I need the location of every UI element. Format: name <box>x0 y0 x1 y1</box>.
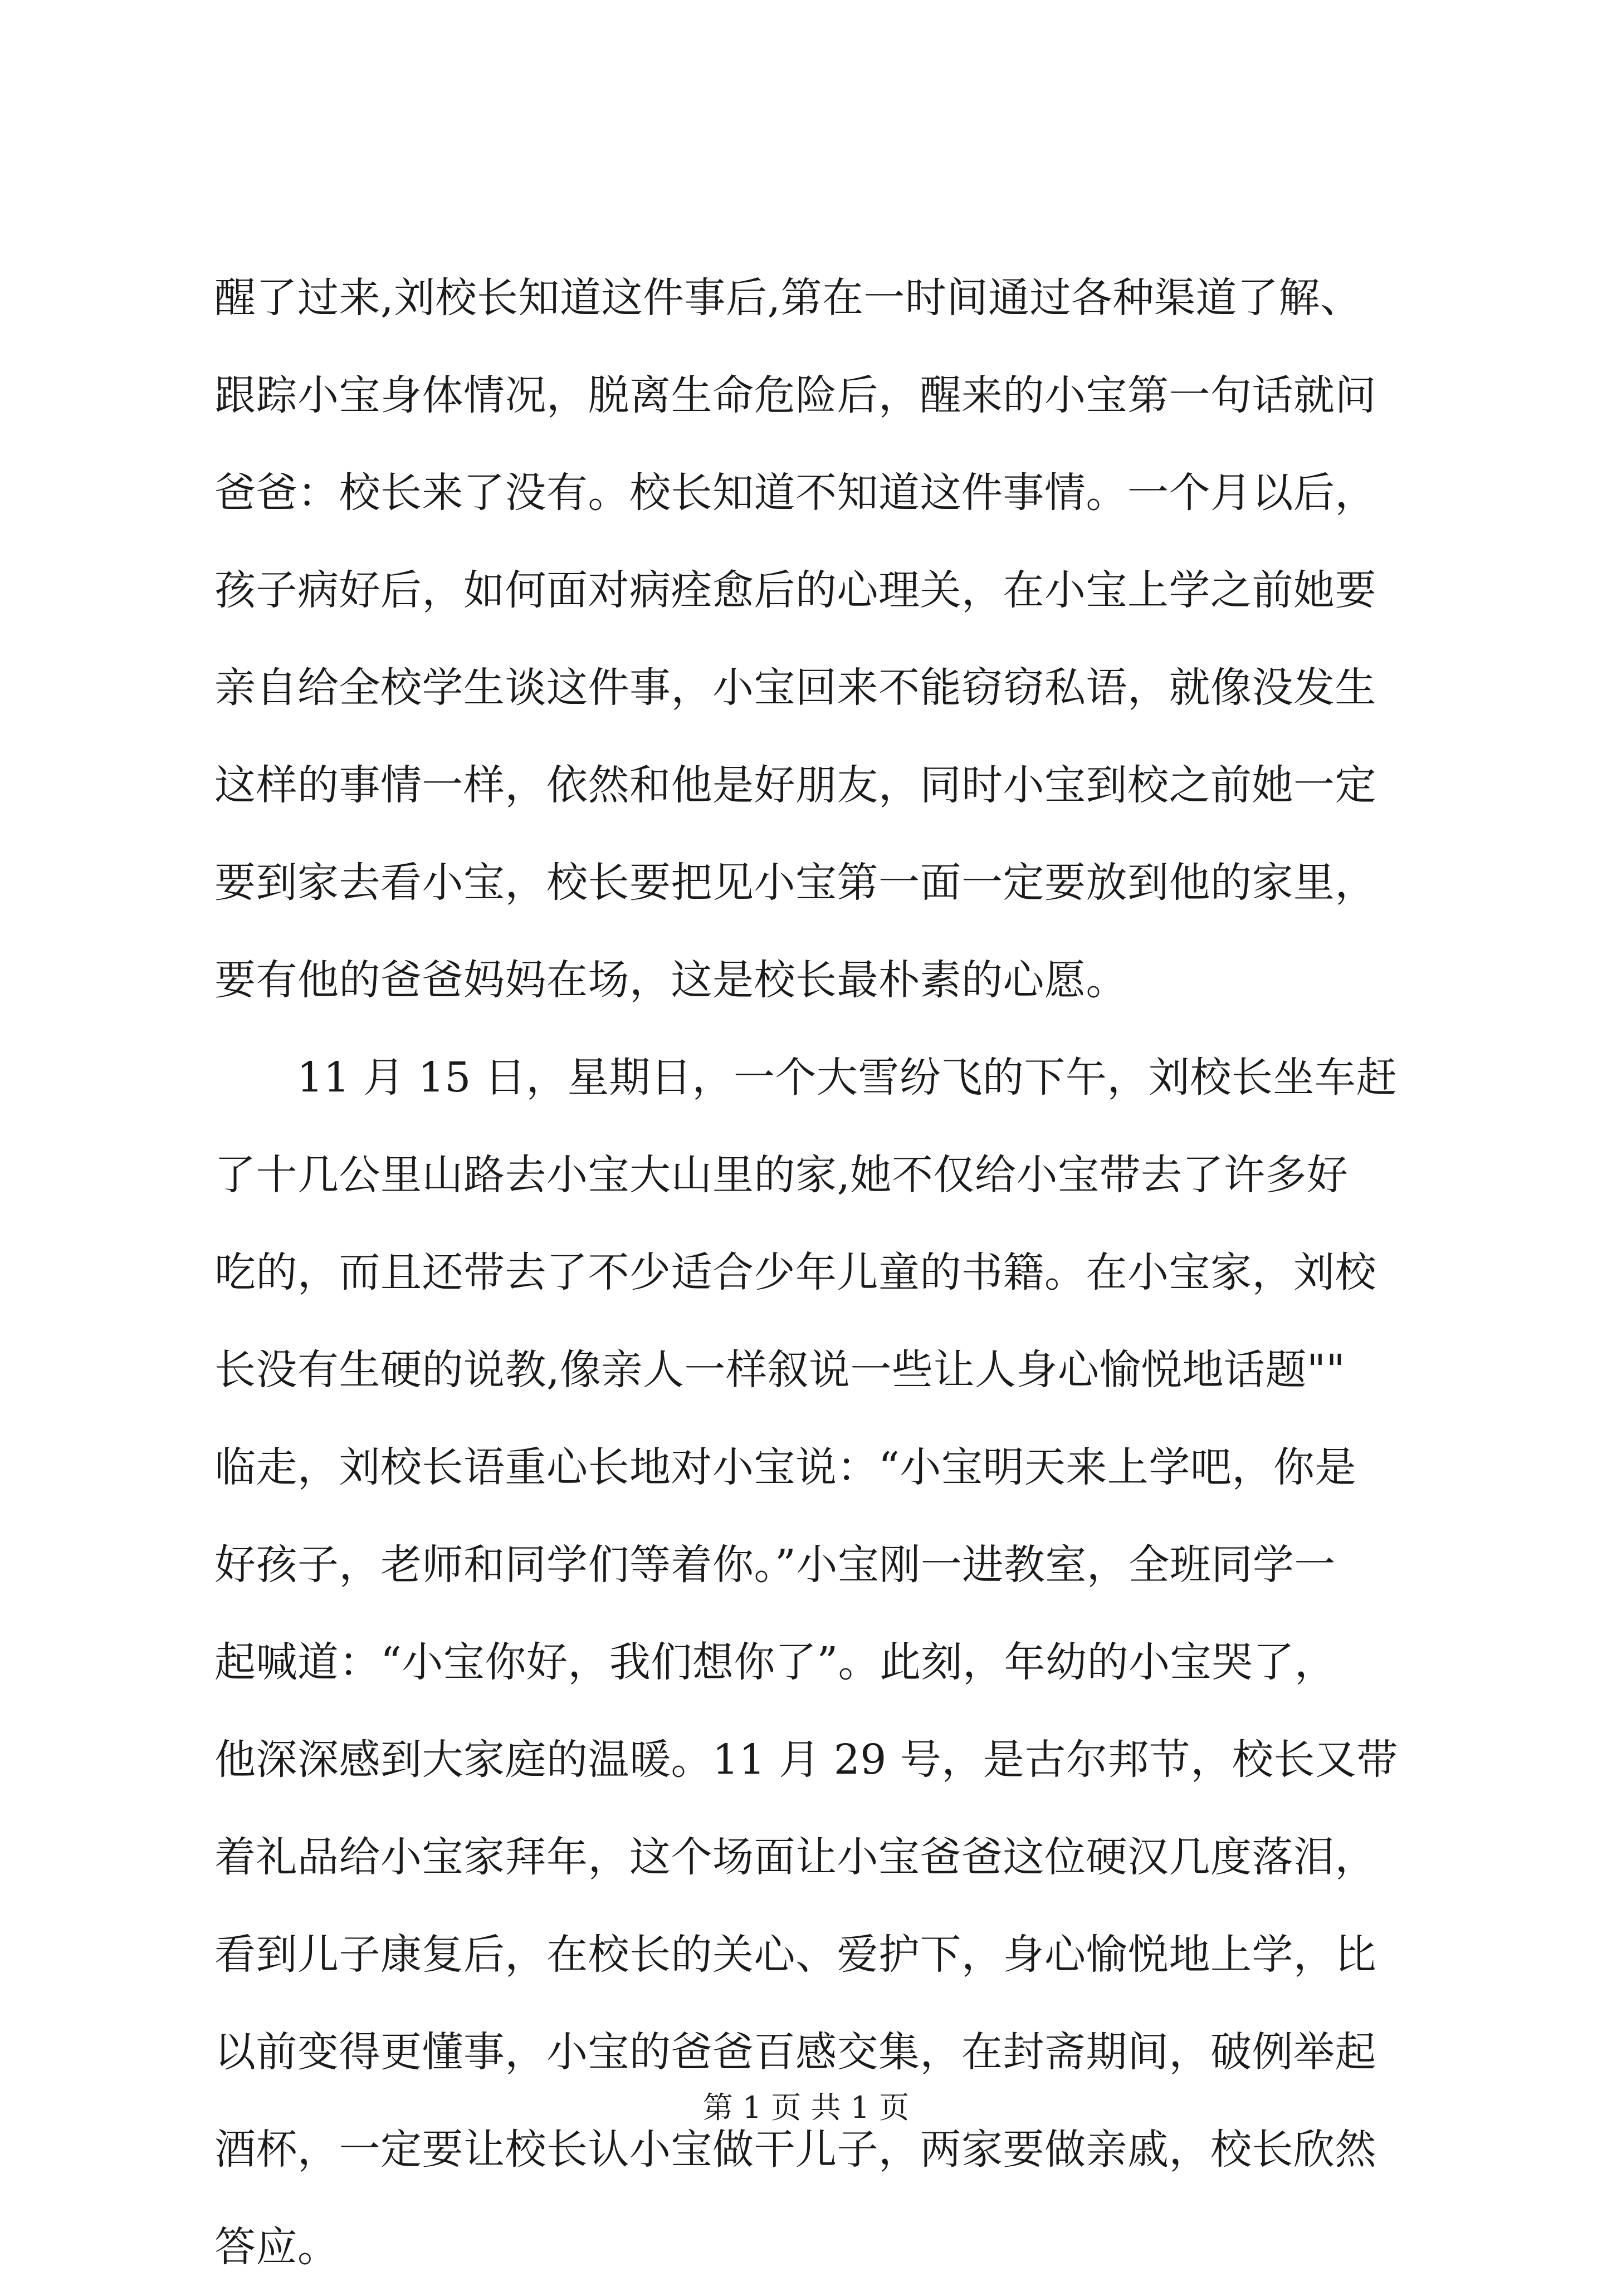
text-line: 看到儿子康复后，在校长的关心、爱护下，身心愉悦地上学，比 <box>214 1931 1376 1979</box>
page-footer: 第 1 页 共 1 页 <box>702 2090 910 2125</box>
text-line: 跟踪小宝身体情况，脱离生命危险后，醒来的小宝第一句话就问 <box>214 371 1376 419</box>
text-line: 长没有生硬的说教,像亲人一样叙说一些让人身心愉悦地话题"" <box>214 1346 1346 1394</box>
text-line: 好孩子，老师和同学们等着你。”小宝刚一进教室，全班同学一 <box>214 1541 1336 1589</box>
text-line: 临走，刘校长语重心长地对小宝说：“小宝明天来上学吧，你是 <box>214 1443 1356 1491</box>
text-line: 孩子病好后，如何面对病痊愈后的心理关，在小宝上学之前她要 <box>214 566 1376 614</box>
text-line: 亲自给全校学生谈这件事，小宝回来不能窃窃私语，就像没发生 <box>214 664 1376 712</box>
text-line: 了十几公里山路去小宝大山里的家,她不仅给小宝带去了许多好 <box>214 1151 1349 1199</box>
text-line: 起喊道：“小宝你好，我们想你了”。此刻，年幼的小宝哭了， <box>214 1638 1336 1686</box>
text-line: 这样的事情一样，依然和他是好朋友，同时小宝到校之前她一定 <box>214 761 1376 809</box>
text-line: 要有他的爸爸妈妈在场，这是校长最朴素的心愿。 <box>214 956 1127 1004</box>
text-line: 酒杯，一定要让校长认小宝做干儿子，两家要做亲戚，校长欣然 <box>214 2126 1376 2173</box>
text-line: 吃的，而且还带去了不少适合少年儿童的书籍。在小宝家，刘校 <box>214 1249 1376 1296</box>
text-line: 11 月 15 日，星期日，一个大雪纷飞的下午，刘校长坐车赶 <box>297 1054 1398 1102</box>
text-line: 要到家去看小宝，校长要把见小宝第一面一定要放到他的家里， <box>214 859 1376 907</box>
text-line: 以前变得更懂事，小宝的爸爸百感交集，在封斋期间，破例举起 <box>214 2028 1376 2076</box>
text-line: 醒了过来,刘校长知道这件事后,第在一时间通过各种渠道了解、 <box>214 274 1362 322</box>
text-line: 爸爸：校长来了没有。校长知道不知道这件事情。一个月以后， <box>214 469 1376 517</box>
paragraph-1 <box>214 249 1412 1029</box>
text-line: 着礼品给小宝家拜年，这个场面让小宝爸爸这位硬汉几度落泪， <box>214 1833 1376 1881</box>
text-line: 他深深感到大家庭的温暖。11 月 29 号，是古尔邦节，校长又带 <box>214 1736 1398 1784</box>
text-line: 答应。 <box>214 2223 339 2271</box>
body-text <box>214 249 1412 2296</box>
